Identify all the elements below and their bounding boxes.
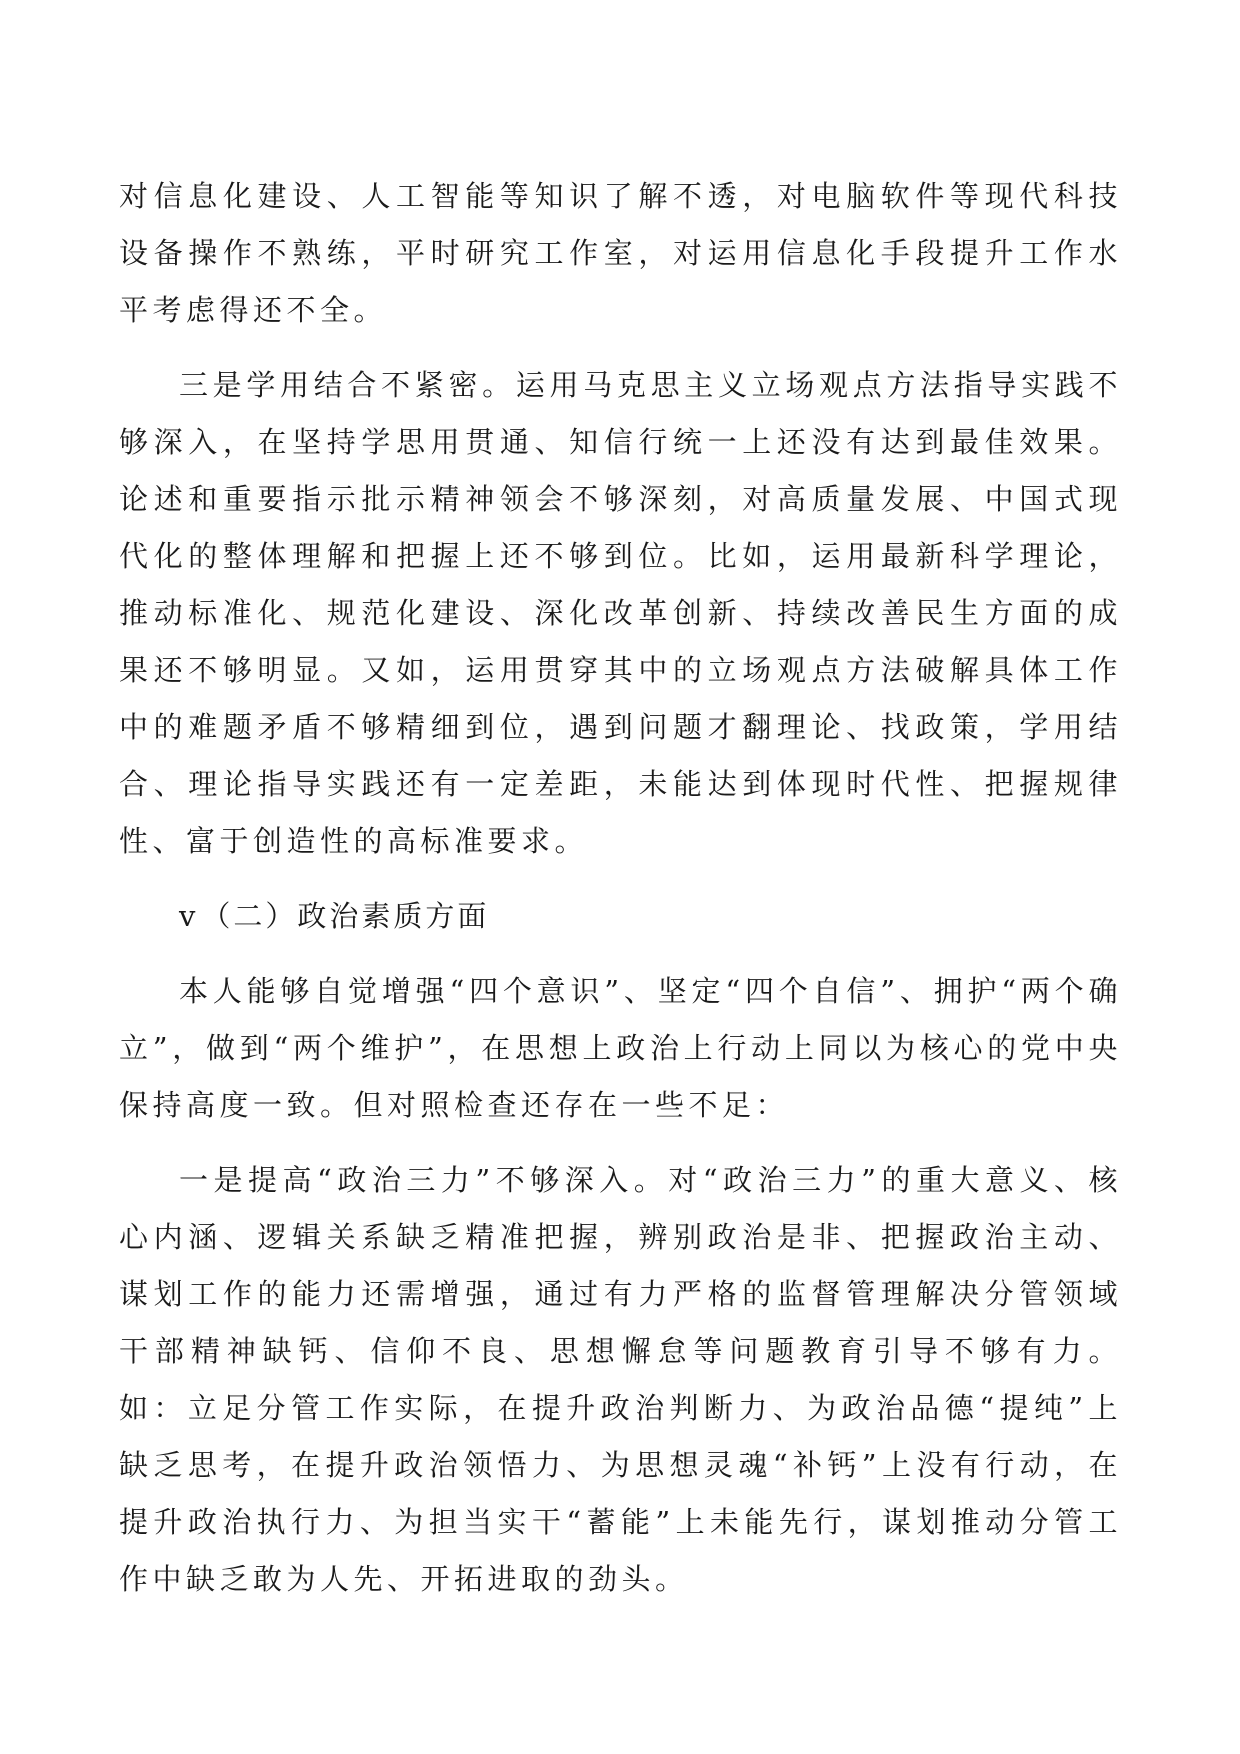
heading-mark: v	[179, 899, 196, 933]
document-body	[119, 168, 1122, 1626]
heading-text: （二）政治素质方面	[201, 899, 490, 933]
paragraph-political-awareness: 本人能够自觉增强“四个意识”、坚定“四个自信”、拥护“两个确立”，做到“两个维护”，在思想上政治上行动上同以为核心的党中央保持高度一致。但对照检查还存在一些不足：	[119, 974, 1122, 1122]
paragraph-continued: 对信息化建设、人工智能等知识了解不透，对电脑软件等现代科技设备操作不熟练，平时研究工作室，对运用信息化手段提升工作水平考虑得还不全。	[119, 179, 1122, 327]
paragraph-study-application: 三是学用结合不紧密。运用马克思主义立场观点方法指导实践不够深入，在坚持学思用贯通、知信行统一上还没有达到最佳效果。论述和重要指示批示精神领会不够深刻，对高质量发展、中国式现代化的整体理解和把握上还不够到位。比如，运用最新科学理论，推动标准化、规范化建设、深化改革创新、持续改善民生方面的成果还不够明显。又如，运用贯穿其中的立场观点方法破解具体工作中的难题矛盾不够精细到位，遇到问题才翻理论、找政策，学用结合、理论指导实践还有一定差距，未能达到体现时代性、把握规律性、富于创造性的高标准要求。	[119, 368, 1122, 858]
paragraph-political-three-abilities: 一是提高“政治三力”不够深入。对“政治三力”的重大意义、核心内涵、逻辑关系缺乏精准把握，辨别政治是非、把握政治主动、谋划工作的能力还需增强，通过有力严格的监督管理解决分管领域干部精神缺钙、信仰不良、思想懈怠等问题教育引导不够有力。如：立足分管工作实际，在提升政治判断力、为政治品德“提纯”上缺乏思考，在提升政治领悟力、为思想灵魂“补钙”上没有行动，在提升政治执行力、为担当实干“蓄能”上未能先行，谋划推动分管工作中缺乏敢为人先、开拓进取的劲头。	[119, 1163, 1122, 1596]
section-heading-political-quality	[119, 888, 1122, 945]
